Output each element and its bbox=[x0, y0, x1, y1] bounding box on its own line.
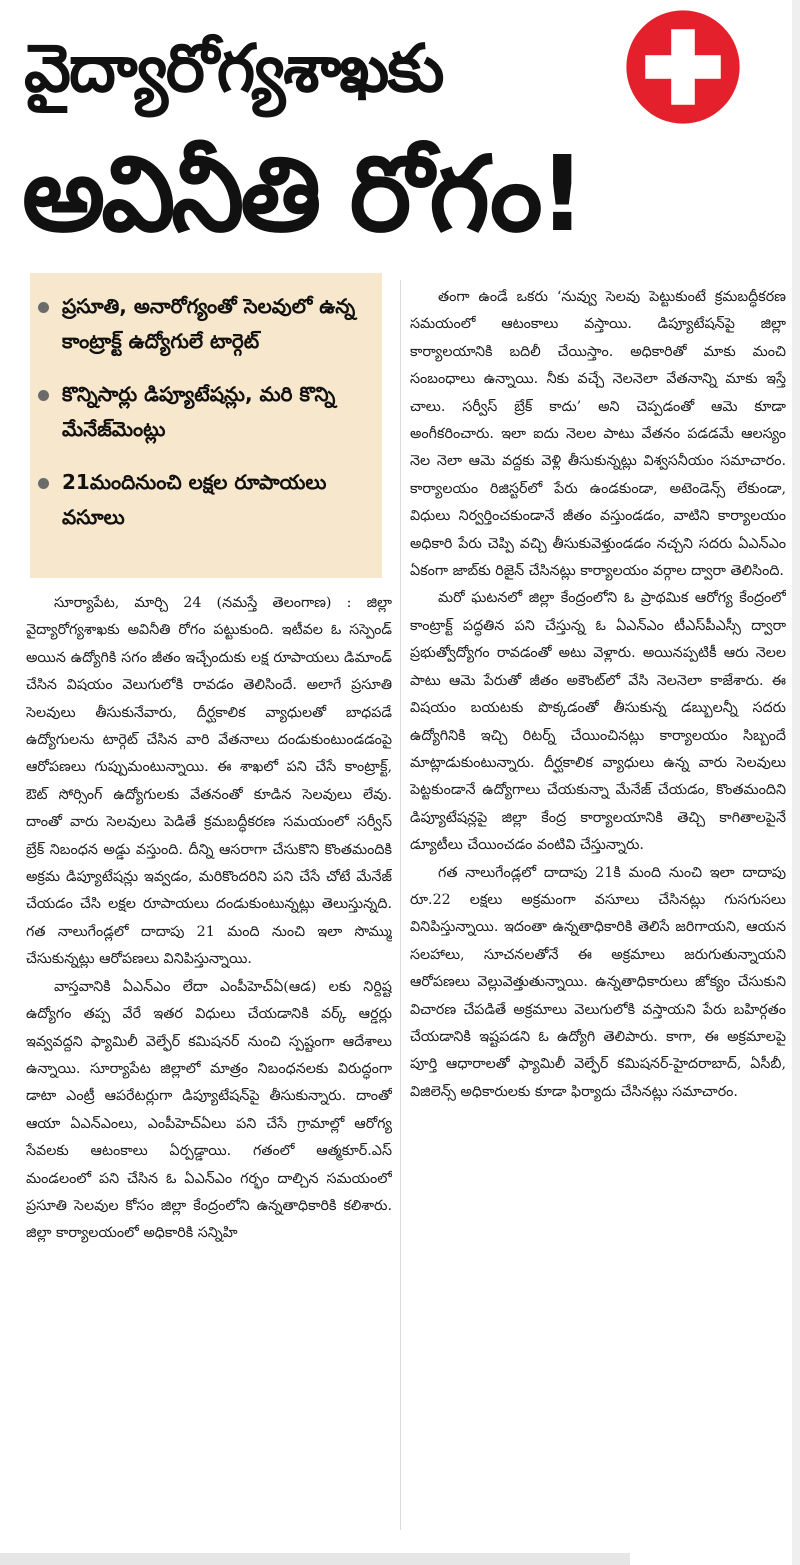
scan-edge-bottom bbox=[0, 1553, 630, 1565]
highlight-text: ప్రసూతి, అనారోగ్యంతో సెలవులో ఉన్న కాంట్రాక్ట్ ఉద్యోగులే టార్గెట్ bbox=[62, 294, 356, 353]
headline-line-2: అవినీతి రోగం! bbox=[22, 133, 582, 255]
article-paragraph: వాస్తవానికి ఏఎన్ఎం లేదా ఎంపీహెచ్ఏ(ఆడ) లకు నిర్దిష్ట ఉద్యోగం తప్ప వేరే ఇతర విధులు చేయడానికి వర్క్ ఆర్డర్లు ఇవ్వవద్దని ఫ్యామిలీ వెల్ఫేర్ కమిషనర్ నుంచి స్పష్టంగా ఆదేశాలు ఉన్నాయి. సూర్యాపేట జిల్లాలో మాత్రం నిబంధనలకు విరుద్ధంగా డాటా ఎంట్రీ ఆపరేటర్లుగా డిప్యూటేషన్‌పై తీసుకున్నారు. దాంతో ఆయా ఏఎన్ఎంలు, ఎంపీహెచ్ఏలు పని చేసే గ్రామాల్లో ఆరోగ్య సేవలకు ఆటంకాలు ఏర్పడ్డాయి. గతంలో ఆత్మకూర్.ఎస్ మండలంలో పని చేసిన ఓ ఏఎన్ఎం గర్భం దాల్చిన సమయంలో ప్రసూతి సెలవుల కోసం జిల్లా కేంద్రంలోని ఉన్నతాధికారికి కలిశారు. జిల్లా కార్యాలయంలో అధికారికి సన్నిహి bbox=[26, 978, 392, 1242]
bullet-icon bbox=[38, 302, 49, 313]
scan-edge-right bbox=[792, 0, 800, 1565]
bullet-icon bbox=[38, 390, 49, 401]
bullet-icon bbox=[38, 478, 49, 489]
article-paragraph: మరో ఘటనలో జిల్లా కేంద్రంలోని ఓ ప్రాథమిక ఆరోగ్య కేంద్రంలో కాంట్రాక్ట్ పద్ధతిన పని చేస్తున్న ఓ ఏఎన్ఎం టీఎస్‌పీఎస్సీ ద్వారా ప్రభుత్వోద్యోగం రావడంతో అటు వెళ్లారు. అయినప్పటికీ ఆరు నెలల పాటు ఆమె పేరుతో జీతం అకౌంట్‌లో వేసి నెలనెలా కాజేశారు. ఈ విషయం బయటకు పొక్కడంతో తీసుకున్న డబ్బులన్నీ సదరు ఉద్యోగినికి ఇచ్చి రిటర్న్ చేయించినట్లు కార్యాలయం సిబ్బందే మాట్లాడుకుంటున్నారు. దీర్ఘకాలిక వ్యాధులు ఉన్న వారు సెలవులు పెట్టకుండానే ఉద్యోగాలు చేయకున్నా మేనేజ్ చేయడం, కొంతమందిని డిప్యూటేషన్లపై జిల్లా కేంద్ర కార్యాలయానికి తెచ్చి కాగితాలపైనే డ్యూటీలు చేయించడం వంటివి చేస్తున్నారు. bbox=[410, 590, 786, 854]
article-paragraph: గత నాలుగేండ్లలో దాదాపు 21కి మంది నుంచి ఇలా దాదాపు రూ.22 లక్షలు అక్రమంగా వసూలు చేసినట్లు గుసగుసలు వినిపిస్తున్నాయి. ఇదంతా ఉన్నతాధికారికి తెలిసే జరిగాయని, ఆయన సలహాలు, సూచనలతోనే ఈ అక్రమాలు జరుగుతున్నాయని ఆరోపణలు వెల్లువెత్తుతున్నాయి. ఉన్నతాధికారులు జోక్యం చేసుకుని విచారణ చేపడితే అక్రమాలు వెలుగులోకి వస్తాయని పేరు బహిర్గతం చేయడానికి ఇష్టపడని ఓ ఉద్యోగి తెలిపారు. కాగా, ఈ అక్రమాలపై పూర్తి ఆధారాలతో ఫ్యామిలీ వెల్ఫేర్ కమిషనర్-హైదరాబాద్, ఏసీబీ, విజిలెన్స్ అధికారులకు కూడా ఫిర్యాదు చేసినట్లు సమాచారం. bbox=[410, 864, 786, 1100]
column-divider bbox=[400, 280, 401, 1530]
article-column-left bbox=[26, 590, 392, 1550]
red-cross-icon bbox=[624, 8, 742, 126]
highlight-text: కొన్నిసార్లు డిప్యూటేషన్లు, మరి కొన్ని మేనేజ్‌మెంట్లు bbox=[62, 382, 336, 441]
article-paragraph: తంగా ఉండే ఒకరు ‘నువ్వు సెలవు పెట్టుకుంటే క్రమబద్ధీకరణ సమయంలో ఆటంకాలు వస్తాయి. డిప్యూటేషన్‌పై జిల్లా కార్యాలయానికి బదిలీ చేయిస్తాం. అధికారితో మాకు మంచి సంబంధాలు ఉన్నాయి. నీకు వచ్చే నెలనెలా వేతనాన్ని మాకు ఇస్తే చాలు. సర్వీస్ బ్రేక్ కాదు’ అని చెప్పడంతో ఆమె కూడా అంగీకరించారు. ఇలా ఐదు నెలల పాటు వేతనం పడడమే ఆలస్యం నెల నెలా ఆమె వద్దకు వెళ్లి తీసుకున్నట్లు విశ్వసనీయం సమాచారం. కార్యాలయం రిజిస్టర్‌లో పేరు ఉండకుండా, అటెండెన్స్ లేకుండా, విధులు నిర్వర్తించకుండానే జీతం వస్తుండడం, వాటిని కార్యాలయం అధికారి పేరు చెప్పి వచ్చి తీసుకువెళ్తుండడం నచ్చని సదరు ఏఎన్ఎం ఏకంగా జాబ్‌కు రిజైన్ చేసినట్లు కార్యాలయం వర్గాల ద్వారా తెలిసింది. bbox=[410, 289, 786, 580]
highlight-item bbox=[62, 377, 368, 447]
highlight-text: 21మందినుంచి లక్షల రూపాయలు వసూలు bbox=[62, 470, 327, 529]
highlight-item bbox=[62, 289, 368, 359]
article-column-right bbox=[410, 284, 786, 1529]
highlights-box bbox=[30, 273, 382, 578]
article-paragraph: సూర్యాపేట, మార్చి 24 (నమస్తే తెలంగాణ) : జిల్లా వైద్యారోగ్యశాఖకు అవినీతి రోగం పట్టుకుంది. ఇటీవల ఓ సస్పెండ్ అయిన ఉద్యోగికి సగం జీతం ఇచ్చేందుకు లక్ష రూపాయలు డిమాండ్ చేసిన విషయం వెలుగులోకి రావడం తెలిసిందే. అలాగే ప్రసూతి సెలవులు తీసుకునేవారు, దీర్ఘకాలిక వ్యాధులతో బాధపడే ఉద్యోగులను టార్గెట్ చేసిన వారి వేతనాలు దండుకుంటుండడంపై ఆరోపణలు గుప్పుమంటున్నాయి. ఈ శాఖలో పని చేసే కాంట్రాక్ట్, ఔట్ సోర్సింగ్ ఉద్యోగులకు వేతనంతో కూడిన సెలవులు లేవు. దాంతో వారు సెలవులు పెడితే క్రమబద్ధీకరణ సమయంలో సర్వీస్ బ్రేక్ నిబంధన అడ్డు వస్తుంది. దీన్ని ఆసరాగా చేసుకొని కొంతమందికి అక్రమ డిప్యూటేషన్లు ఇవ్వడం, మరికొందరిని పని చేసే చోటే మేనేజ్ చేయడం చేసి లక్షల రూపాయలు దండుకుంటున్నట్లు తెలుస్తున్నది. గత నాలుగేండ్లలో దాదాపు 21 మంది నుంచి ఇలా సొమ్ము చేసుకున్నట్లు ఆరోపణలు వినిపిస్తున్నాయి. bbox=[26, 595, 392, 968]
headline-line-1: వైద్యారోగ్యశాఖకు bbox=[24, 30, 443, 107]
highlight-item bbox=[62, 465, 368, 535]
